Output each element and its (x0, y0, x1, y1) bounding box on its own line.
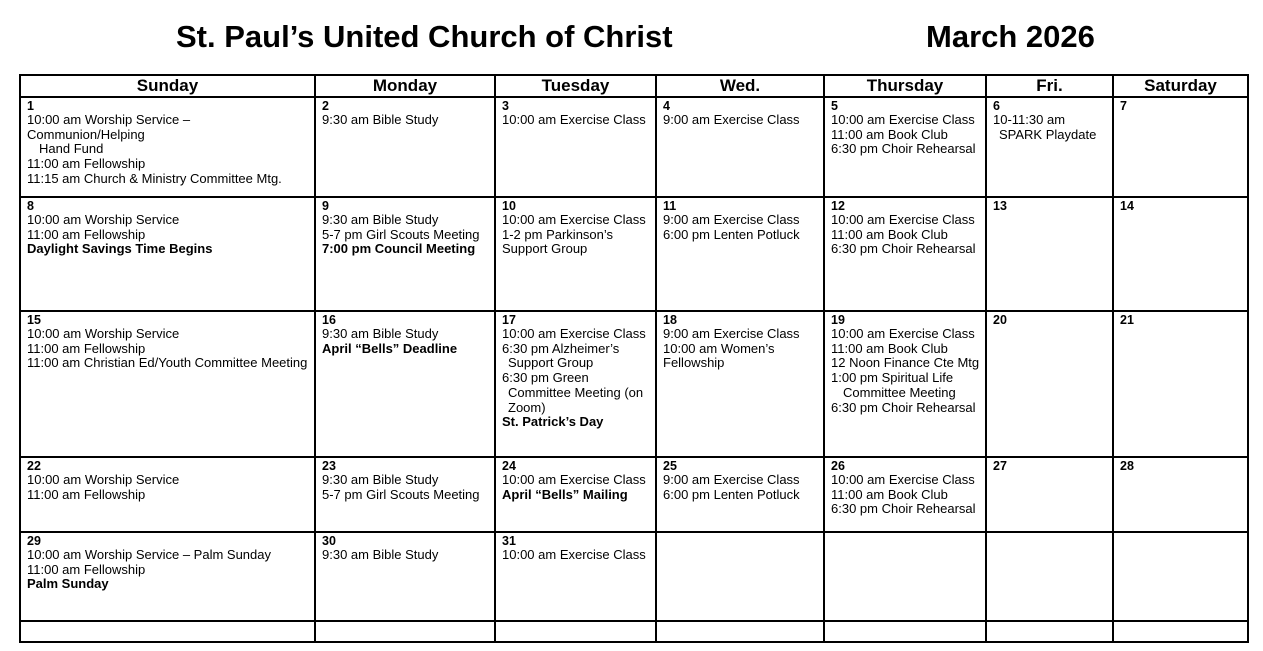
event-line: 10:00 am Exercise Class (831, 212, 975, 227)
day-cell (315, 97, 495, 197)
day-cell (20, 97, 315, 197)
event-line: 10:00 am Exercise Class (502, 112, 646, 127)
event-line: 10:00 am Worship Service (27, 212, 180, 227)
weekday-header: Monday (315, 75, 495, 97)
day-cell (1113, 621, 1248, 642)
event-line: 10:00 am Exercise Class (502, 212, 646, 227)
event-line: 10:00 am Women’s (663, 340, 775, 356)
day-number: 14 (1120, 199, 1134, 213)
day-cell (986, 197, 1113, 311)
event-line: Fellowship (663, 355, 725, 371)
calendar-body (20, 97, 1248, 642)
day-number: 4 (663, 99, 670, 113)
event-line: 10:00 am Exercise Class (502, 326, 646, 341)
event-line: 9:00 am Exercise Class (663, 212, 800, 227)
day-cell (824, 97, 986, 197)
day-cell (20, 457, 315, 532)
day-number: 8 (27, 199, 34, 213)
day-cell (824, 621, 986, 642)
day-number: 5 (831, 99, 838, 113)
event-line: 9:30 am Bible Study (322, 212, 439, 227)
day-number: 27 (993, 459, 1007, 473)
day-cell (20, 532, 315, 621)
day-number: 25 (663, 459, 677, 473)
day-number: 15 (27, 313, 41, 327)
day-cell (824, 457, 986, 532)
day-cell (1113, 97, 1248, 197)
event-line: Daylight Savings Time Begins (27, 241, 213, 257)
day-number: 17 (502, 313, 516, 327)
day-cell (1113, 197, 1248, 311)
day-number: 16 (322, 313, 336, 327)
day-number: 1 (27, 99, 34, 113)
event-line: SPARK Playdate (999, 126, 1097, 142)
weekday-header-row (20, 75, 1248, 97)
event-line: 1:00 pm Spiritual Life (831, 370, 954, 386)
event-line: 11:00 am Fellowship (27, 156, 146, 172)
event-line: 10:00 am Exercise Class (831, 472, 975, 487)
event-line: Committee Meeting (on (508, 384, 644, 400)
event-line: Support Group (508, 355, 594, 371)
day-cell (986, 621, 1113, 642)
event-line: 9:00 am Exercise Class (663, 112, 800, 127)
event-line: 5-7 pm Girl Scouts Meeting (322, 226, 480, 242)
event-line: 11:00 am Fellowship (27, 226, 146, 242)
day-number: 7 (1120, 99, 1127, 113)
event-line: 10:00 am Worship Service – Communion/Helping (27, 112, 191, 142)
day-cell (824, 197, 986, 311)
event-line: 6:30 pm Choir Rehearsal (831, 241, 976, 257)
event-line: 10:00 am Exercise Class (831, 326, 975, 341)
weekday-header: Thursday (824, 75, 986, 97)
day-number: 20 (993, 313, 1007, 327)
event-line: 9:30 am Bible Study (322, 547, 439, 562)
week-row (20, 621, 1248, 642)
weekday-header: Fri. (986, 75, 1113, 97)
day-cell (1113, 311, 1248, 457)
day-cell (656, 621, 824, 642)
day-number: 3 (502, 99, 509, 113)
event-line: 9:00 am Exercise Class (663, 472, 800, 487)
event-line: 9:00 am Exercise Class (663, 326, 800, 341)
day-number: 26 (831, 459, 845, 473)
day-number: 31 (502, 534, 516, 548)
day-number: 11 (663, 199, 677, 213)
week-row (20, 97, 1248, 197)
event-line: 9:30 am Bible Study (322, 326, 439, 341)
month-year-title: March 2026 (926, 19, 1095, 54)
event-line: Zoom) (508, 399, 546, 415)
calendar-grid (19, 74, 1249, 643)
day-cell (656, 532, 824, 621)
event-line: Support Group (502, 241, 588, 257)
weekday-header: Tuesday (495, 75, 656, 97)
event-line: 6:30 pm Choir Rehearsal (831, 141, 976, 157)
day-number: 18 (663, 313, 677, 327)
event-line: 6:00 pm Lenten Potluck (663, 226, 800, 242)
event-line: 10:00 am Exercise Class (502, 472, 646, 487)
day-cell (495, 197, 656, 311)
week-row (20, 311, 1248, 457)
event-line: 11:00 am Book Club (831, 486, 948, 502)
weekday-header: Sunday (20, 75, 315, 97)
day-cell (315, 532, 495, 621)
event-line: 11:00 am Book Club (831, 126, 948, 142)
event-line: 11:00 am Fellowship (27, 486, 146, 502)
day-number: 28 (1120, 459, 1134, 473)
event-line: 11:00 am Christian Ed/Youth Committee Meeting (27, 355, 308, 371)
event-line: April “Bells” Mailing (502, 486, 628, 502)
day-cell (1113, 532, 1248, 621)
event-line: Hand Fund (39, 141, 104, 157)
day-cell (986, 532, 1113, 621)
day-cell (1113, 457, 1248, 532)
event-line: 11:15 am Church & Ministry Committee Mtg. (27, 170, 282, 186)
church-name-title: St. Paul’s United Church of Christ (176, 19, 673, 54)
event-line: 9:30 am Bible Study (322, 472, 439, 487)
day-number: 22 (27, 459, 41, 473)
event-line: 10:00 am Worship Service (27, 472, 180, 487)
day-number: 19 (831, 313, 845, 327)
week-row (20, 532, 1248, 621)
event-line: St. Patrick’s Day (502, 414, 604, 430)
day-number: 21 (1120, 313, 1134, 327)
day-cell (495, 311, 656, 457)
day-cell (656, 197, 824, 311)
day-cell (986, 97, 1113, 197)
day-cell (656, 457, 824, 532)
day-number: 6 (993, 99, 1000, 113)
day-cell (656, 311, 824, 457)
event-line: 6:30 pm Green (502, 370, 589, 386)
day-number: 30 (322, 534, 336, 548)
day-number: 24 (502, 459, 516, 473)
day-cell (656, 97, 824, 197)
day-cell (20, 621, 315, 642)
day-cell (495, 621, 656, 642)
week-row (20, 457, 1248, 532)
event-line: Committee Meeting (843, 384, 956, 400)
week-row (20, 197, 1248, 311)
day-cell (495, 97, 656, 197)
event-line: 6:30 pm Choir Rehearsal (831, 399, 976, 415)
event-line: 11:00 am Fellowship (27, 561, 146, 577)
event-line: 10:00 am Exercise Class (502, 547, 646, 562)
day-number: 2 (322, 99, 329, 113)
weekday-header: Wed. (656, 75, 824, 97)
event-line: 11:00 am Book Club (831, 340, 948, 356)
event-line: 9:30 am Bible Study (322, 112, 439, 127)
day-cell (315, 311, 495, 457)
day-cell (20, 197, 315, 311)
day-number: 9 (322, 199, 329, 213)
day-number: 29 (27, 534, 41, 548)
day-cell (495, 457, 656, 532)
day-number: 13 (993, 199, 1007, 213)
event-line: 6:30 pm Choir Rehearsal (831, 501, 976, 517)
day-cell (495, 532, 656, 621)
event-line: 12 Noon Finance Cte Mtg (831, 355, 980, 371)
day-cell (986, 457, 1113, 532)
day-cell (315, 457, 495, 532)
event-line: 10-11:30 am (993, 112, 1066, 127)
day-number: 12 (831, 199, 845, 213)
event-line: 1-2 pm Parkinson’s (502, 226, 614, 242)
event-line: April “Bells” Deadline (322, 340, 458, 356)
day-number: 10 (502, 199, 516, 213)
event-line: 11:00 am Fellowship (27, 340, 146, 356)
day-cell (986, 311, 1113, 457)
day-cell (315, 197, 495, 311)
event-line: 5-7 pm Girl Scouts Meeting (322, 486, 480, 502)
event-line: 10:00 am Exercise Class (831, 112, 975, 127)
day-cell (315, 621, 495, 642)
event-line: 6:30 pm Alzheimer’s (502, 340, 620, 356)
event-line: 6:00 pm Lenten Potluck (663, 486, 800, 502)
weekday-header: Saturday (1113, 75, 1248, 97)
day-cell (20, 311, 315, 457)
day-cell (824, 311, 986, 457)
event-line: 7:00 pm Council Meeting (322, 241, 476, 257)
event-line: 10:00 am Worship Service – Palm Sunday (27, 547, 271, 562)
event-line: Palm Sunday (27, 576, 109, 592)
day-number: 23 (322, 459, 336, 473)
event-line: 11:00 am Book Club (831, 226, 948, 242)
event-line: 10:00 am Worship Service (27, 326, 180, 341)
day-cell (824, 532, 986, 621)
